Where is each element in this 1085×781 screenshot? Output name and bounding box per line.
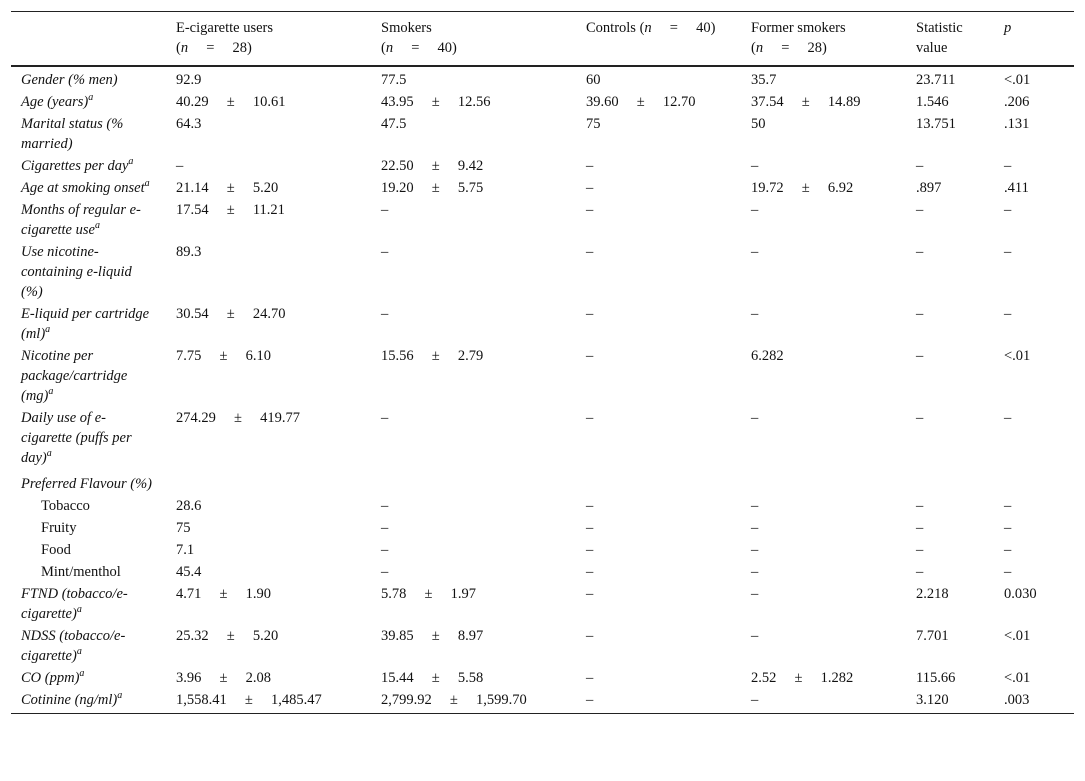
table-cell: – <box>751 692 759 708</box>
table-cell: – <box>751 520 759 536</box>
table-cell: – <box>751 202 759 218</box>
table-cell: – <box>381 202 389 218</box>
row-label <box>11 155 166 177</box>
table-cell: 2.52 ± 1.282 <box>751 670 854 686</box>
table-cell: – <box>751 542 759 558</box>
header-smokers <box>371 12 576 67</box>
table-row <box>11 66 1074 91</box>
row-label <box>11 667 166 689</box>
footnote-marker: a <box>144 178 150 190</box>
table-cell: – <box>1004 520 1012 536</box>
table-cell: 75 <box>586 116 601 132</box>
table-row <box>11 517 1074 539</box>
table-cell: 7.75 ± 6.10 <box>176 348 271 364</box>
row-label <box>11 177 166 199</box>
header-smokers-title: Smokers <box>381 20 432 36</box>
table-cell: – <box>381 542 389 558</box>
table-cell: 30.54 ± 24.70 <box>176 306 286 322</box>
table-cell: – <box>586 586 594 602</box>
table-cell: – <box>381 410 389 426</box>
table-cell: 22.50 ± 9.42 <box>381 158 484 174</box>
footnote-marker: a <box>94 220 100 232</box>
table-cell: 43.95 ± 12.56 <box>381 94 491 110</box>
table-row <box>11 177 1074 199</box>
table-cell: <.01 <box>1004 72 1031 88</box>
table-cell: – <box>586 410 594 426</box>
table-cell: 60 <box>586 72 601 88</box>
table-cell: .003 <box>1004 692 1030 708</box>
table-cell: 17.54 ± 11.21 <box>176 202 285 218</box>
table-cell: – <box>1004 498 1012 514</box>
table-cell: 40.29 ± 10.61 <box>176 94 286 110</box>
table-header <box>11 12 1074 67</box>
table-row <box>11 625 1074 667</box>
table-cell: – <box>586 692 594 708</box>
table-cell: – <box>586 520 594 536</box>
table-cell: 6.282 <box>751 348 784 364</box>
table-cell: 2,799.92 ± 1,599.70 <box>381 692 527 708</box>
table-row <box>11 303 1074 345</box>
table-cell: – <box>381 564 389 580</box>
table-cell: 19.72 ± 6.92 <box>751 180 854 196</box>
header-statistic-line1: Statistic <box>916 20 963 36</box>
row-label <box>11 561 166 583</box>
row-label-text: Cotinine (ng/ml) <box>21 692 118 708</box>
row-label <box>11 407 166 469</box>
row-label <box>11 199 166 241</box>
table-cell: – <box>751 628 759 644</box>
row-label <box>11 241 166 303</box>
row-label-text: Food <box>41 542 71 558</box>
table-cell: – <box>916 542 924 558</box>
section-row-preferred-flavour <box>11 469 1074 495</box>
table-cell: – <box>916 202 924 218</box>
table-cell: 37.54 ± 14.89 <box>751 94 861 110</box>
header-ecig-users <box>166 12 371 67</box>
row-label-text: Age at smoking onset <box>21 180 145 196</box>
footnote-marker: a <box>46 448 52 460</box>
table-cell: 115.66 <box>916 670 956 686</box>
table-cell: – <box>586 180 594 196</box>
table-cell: – <box>916 244 924 260</box>
table-cell: – <box>751 158 759 174</box>
header-former-title: Former smokers <box>751 20 846 36</box>
footnote-marker: a <box>48 386 54 398</box>
table-cell: <.01 <box>1004 670 1031 686</box>
table-cell: – <box>916 520 924 536</box>
header-label-column <box>11 12 166 67</box>
table-cell: 28.6 <box>176 498 202 514</box>
table-cell: 39.85 ± 8.97 <box>381 628 484 644</box>
header-former-smokers <box>741 12 906 67</box>
footnote-marker: a <box>76 646 82 658</box>
header-p <box>994 12 1074 67</box>
table-cell: – <box>916 348 924 364</box>
row-label <box>11 66 166 91</box>
table-cell: 77.5 <box>381 72 407 88</box>
table-cell: 19.20 ± 5.75 <box>381 180 484 196</box>
table-cell: 0.030 <box>1004 586 1037 602</box>
table-cell: 21.14 ± 5.20 <box>176 180 279 196</box>
table-cell: – <box>916 306 924 322</box>
table-cell: <.01 <box>1004 628 1031 644</box>
header-former-n: (n = 28) <box>751 40 827 56</box>
table-cell: 15.56 ± 2.79 <box>381 348 484 364</box>
table-cell: 25.32 ± 5.20 <box>176 628 279 644</box>
table-cell: – <box>586 202 594 218</box>
row-label-text: Tobacco <box>41 498 90 514</box>
table-row <box>11 155 1074 177</box>
row-label-text: NDSS (tobacco/e-cigarette) <box>21 628 126 664</box>
table-cell: – <box>1004 158 1012 174</box>
table-cell: – <box>586 670 594 686</box>
table-cell: – <box>586 244 594 260</box>
table-row <box>11 583 1074 625</box>
table-row <box>11 113 1074 155</box>
table-cell: 5.78 ± 1.97 <box>381 586 476 602</box>
row-label-text: Gender (% men) <box>21 72 118 88</box>
table-cell: 15.44 ± 5.58 <box>381 670 484 686</box>
table-cell: 2.218 <box>916 586 949 602</box>
row-label-text: Nicotine per package/cartridge (mg) <box>21 348 128 404</box>
table-cell: 1,558.41 ± 1,485.47 <box>176 692 322 708</box>
row-label <box>11 539 166 561</box>
row-label-text: Use nicotine-containing e-liquid (%) <box>21 244 132 300</box>
row-label <box>11 689 166 714</box>
table-cell: 4.71 ± 1.90 <box>176 586 271 602</box>
table-cell: 13.751 <box>916 116 956 132</box>
table-cell: 3.96 ± 2.08 <box>176 670 271 686</box>
row-label <box>11 303 166 345</box>
table-cell: 50 <box>751 116 766 132</box>
table-cell: – <box>381 520 389 536</box>
table-body <box>11 66 1074 714</box>
table-cell: – <box>751 586 759 602</box>
table-row <box>11 407 1074 469</box>
table-cell: – <box>586 498 594 514</box>
results-table <box>11 11 1074 714</box>
table-cell: – <box>586 542 594 558</box>
table-cell: 75 <box>176 520 191 536</box>
row-label <box>11 495 166 517</box>
table-cell: – <box>916 564 924 580</box>
table-row <box>11 495 1074 517</box>
table-cell: – <box>586 564 594 580</box>
row-label-text: Age (years) <box>21 94 89 110</box>
table-cell: 47.5 <box>381 116 407 132</box>
table-cell: – <box>751 306 759 322</box>
table-cell: – <box>586 158 594 174</box>
row-label-text: Cigarettes per day <box>21 158 129 174</box>
footnote-marker: a <box>117 690 123 702</box>
header-controls <box>576 12 741 67</box>
table-cell: <.01 <box>1004 348 1031 364</box>
table-cell: 23.711 <box>916 72 956 88</box>
table-row <box>11 241 1074 303</box>
row-label-text: E-liquid per cartridge (ml) <box>21 306 150 342</box>
table-cell: .897 <box>916 180 942 196</box>
table-row <box>11 199 1074 241</box>
table-cell: – <box>586 306 594 322</box>
header-statistic-line2: value <box>916 40 948 56</box>
row-label-text: Marital status (% married) <box>21 116 124 152</box>
table-cell: – <box>1004 542 1012 558</box>
footnote-marker: a <box>128 156 134 168</box>
row-label-text: CO (ppm) <box>21 670 80 686</box>
table-cell: – <box>751 244 759 260</box>
table-cell: .131 <box>1004 116 1030 132</box>
table-cell: 7.701 <box>916 628 949 644</box>
row-label-text: FTND (tobacco/e-cigarette) <box>21 586 128 622</box>
table-row <box>11 667 1074 689</box>
table-cell: – <box>916 410 924 426</box>
table-cell: 3.120 <box>916 692 949 708</box>
footnote-marker: a <box>76 604 82 616</box>
header-ecig-n: (n = 28) <box>176 40 252 56</box>
table-cell: 92.9 <box>176 72 202 88</box>
header-ecig-title: E-cigarette users <box>176 20 274 36</box>
table-cell: 274.29 ± 419.77 <box>176 410 300 426</box>
row-label-text: Fruity <box>41 520 77 536</box>
header-statistic <box>906 12 994 67</box>
header-p-label: p <box>1004 20 1012 36</box>
footnote-marker: a <box>45 324 51 336</box>
table-cell: 45.4 <box>176 564 202 580</box>
table-cell: 1.546 <box>916 94 949 110</box>
table-cell: 89.3 <box>176 244 202 260</box>
footnote-marker: a <box>79 668 85 680</box>
table-row <box>11 689 1074 714</box>
table-cell: – <box>751 410 759 426</box>
section-label: Preferred Flavour (%) <box>21 476 152 492</box>
table-cell: – <box>381 306 389 322</box>
table-cell: 64.3 <box>176 116 202 132</box>
table-row <box>11 561 1074 583</box>
header-controls-title: Controls (n = 40) <box>586 20 716 36</box>
row-label <box>11 583 166 625</box>
row-label-text: Daily use of e-cigarette (puffs per day) <box>21 410 132 466</box>
table-cell: – <box>586 628 594 644</box>
table-cell: .411 <box>1004 180 1029 196</box>
table-cell: – <box>1004 244 1012 260</box>
table-cell: – <box>916 158 924 174</box>
row-label <box>11 91 166 113</box>
table-row <box>11 91 1074 113</box>
table-cell: – <box>1004 410 1012 426</box>
table-cell: – <box>916 498 924 514</box>
table-cell: .206 <box>1004 94 1030 110</box>
table-cell: – <box>1004 202 1012 218</box>
header-row <box>11 12 1074 67</box>
table-cell: 7.1 <box>176 542 195 558</box>
table-cell: – <box>1004 306 1012 322</box>
footnote-marker: a <box>88 92 94 104</box>
table-row <box>11 345 1074 407</box>
row-label <box>11 345 166 407</box>
table-cell: – <box>751 498 759 514</box>
table-cell: – <box>751 564 759 580</box>
table-cell: – <box>1004 564 1012 580</box>
table-cell: – <box>586 348 594 364</box>
row-label-text: Months of regular e-cigarette use <box>21 202 141 238</box>
row-label <box>11 625 166 667</box>
header-smokers-n: (n = 40) <box>381 40 457 56</box>
row-label-text: Mint/menthol <box>41 564 121 580</box>
row-label <box>11 113 166 155</box>
table-cell: 35.7 <box>751 72 777 88</box>
table-cell: – <box>381 244 389 260</box>
table-cell: – <box>176 158 184 174</box>
row-label <box>11 517 166 539</box>
table-row <box>11 539 1074 561</box>
table-cell: 39.60 ± 12.70 <box>586 94 696 110</box>
table-cell: – <box>381 498 389 514</box>
